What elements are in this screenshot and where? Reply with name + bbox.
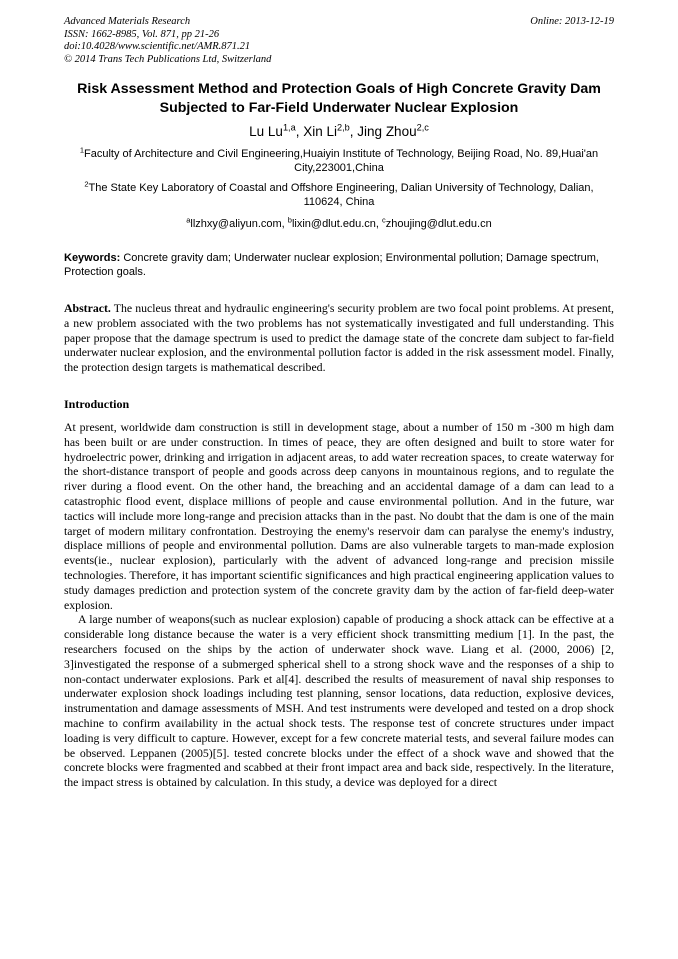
paper-title: Risk Assessment Method and Protection Goals of High Concrete Gravity Dam Subjected to Far-Field Underwater Nuclear Explosion — [77, 81, 601, 116]
online-date: Online: 2013-12-19 — [530, 16, 614, 27]
section-heading-introduction: Introduction — [64, 396, 130, 411]
email-sup: c — [382, 215, 386, 225]
intro-paragraph-2: A large number of weapons(such as nuclear explosion) capable of producing a shock attack can be effective at a considerable long distance because the water is a very efficient shock transmitting medium [1]. In the past, the researchers focused on the ships by the action of underwater shock wave. Liang et al. (2000, 2006) [2, 3]investigated the response of a submerged spherical shell to a strong shock wave and the responses of a ship to non-contact underwater explosions. Park et al[4]. described the results of measurement of naval ship responses to underwater explosion shock loadings including test planning, sensor locations, data reduction, explosive devices, instrumentation and damage assessments of MSH. And test instruments were developed and tested on a drop shock machine to confirm availability in the actual shock tests. The response test of concrete structures under impact loading is very difficult to capture. However, except for a few concrete material tests, and several failure modes can be observed. Leppanen (2005)[5]. tested concrete blocks under the effect of a shock wave and showed that the concrete blocks were fragmented and scabbed at their front impact area and back side, respectively. In the literature, the impact stress is obtained by calculation. In this study, a device was deployed for a direct — [64, 612, 614, 790]
email-list — [64, 217, 614, 231]
email-sup: a — [186, 215, 191, 225]
author-name: Jing Zhou — [357, 124, 417, 139]
journal-header — [64, 16, 614, 66]
abstract-text: The nucleus threat and hydraulic engineering's security problem are two focal point problems. At present, a new problem associated with the two problems has not systematically investigated and full understanding. This paper propose that the damage spectrum is used to predict the damage state of the concrete dam subject to far-field underwater nuclear explosion, and the environmental pollution factor is added in the risk assessment model. Finally, the protection design targets is mathematical described. — [64, 301, 614, 375]
abstract-label: Abstract. — [64, 301, 111, 315]
author-name: Lu Lu — [249, 124, 283, 139]
email-address[interactable]: llzhxy@aliyun.com, — [190, 218, 285, 230]
abstract — [64, 301, 614, 375]
affiliation-2 — [64, 181, 614, 209]
author-sup: 2,c — [416, 122, 429, 133]
author-sup: 1,a — [282, 122, 296, 133]
author-list: Lu Lu$^{1,a}$, Xin Li$^{2,b}$, Jing Zhou$^{2,c}$ — [249, 122, 429, 139]
affiliation-sup: 2 — [84, 179, 89, 189]
keywords-label: Keywords: — [64, 252, 121, 264]
issn-line: ISSN: 1662-8985, Vol. 871, pp 21-26 — [64, 28, 220, 40]
email-address[interactable]: zhoujing@dlut.edu.cn — [385, 218, 492, 230]
copyright-line: © 2014 Trans Tech Publications Ltd, Switzerland — [64, 53, 272, 65]
affiliation-1 — [64, 147, 614, 175]
affiliation-text: The State Key Laboratory of Coastal and Offshore Engineering, Dalian University of Technology, Dalian, 110624, China — [88, 182, 594, 208]
keywords-text: Concrete gravity dam; Underwater nuclear explosion; Environmental pollution; Damage spectrum, Protection goals. — [64, 252, 599, 278]
journal-name: Advanced Materials Research — [64, 16, 191, 27]
email-sup: b — [287, 215, 292, 225]
keywords — [64, 251, 614, 279]
author-sup: 2,b — [337, 122, 350, 133]
affiliation-text: Faculty of Architecture and Civil Engineering,Huaiyin Institute of Technology, Beijing Road, No. 89,Huai'an City,223001,China — [84, 148, 599, 174]
email-address[interactable]: lixin@dlut.edu.cn, — [291, 218, 379, 230]
affiliation-sup: 1 — [79, 145, 85, 155]
doi-line: doi:10.4028/www.scientific.net/AMR.871.21 — [64, 41, 251, 52]
intro-paragraph-1: At present, worldwide dam construction is still in development stage, about a number of 150 m -300 m high dam has been built or are under construction. In times of peace, they are often designed and built to store water for hydroelectric power, drinking and irrigation in adjacent areas, to add water recreation spaces, to create waterway for the short-distance transport of people and goods across deep canyons in mountainous regions, and to regulate the river during a flood event. On the other hand, the breaching and an accidental damage of a dam can lead to a catastrophic flood event, displace millions of people and cause environmental pollution. And in the future, war tactics will include more long-range and precision attacks than in the past. No doubt that the dam is one of the main target of modern military confrontation. Destroying the enemy's reservoir dam can paralyse the enemy's industry, displace millions of people and environmental pollution. Dams are also vulnerable targets to man-made explosion events(ie., nuclear explosion), particularly with the advent of advanced long-range and precision missile technologies. Therefore, it has important scientific significances and high practical engineering application values to study damages prediction and protection system of the concrete gravity dam by the action of far-field deep-water explosion. — [64, 419, 614, 612]
author-name: Xin Li — [303, 124, 338, 139]
